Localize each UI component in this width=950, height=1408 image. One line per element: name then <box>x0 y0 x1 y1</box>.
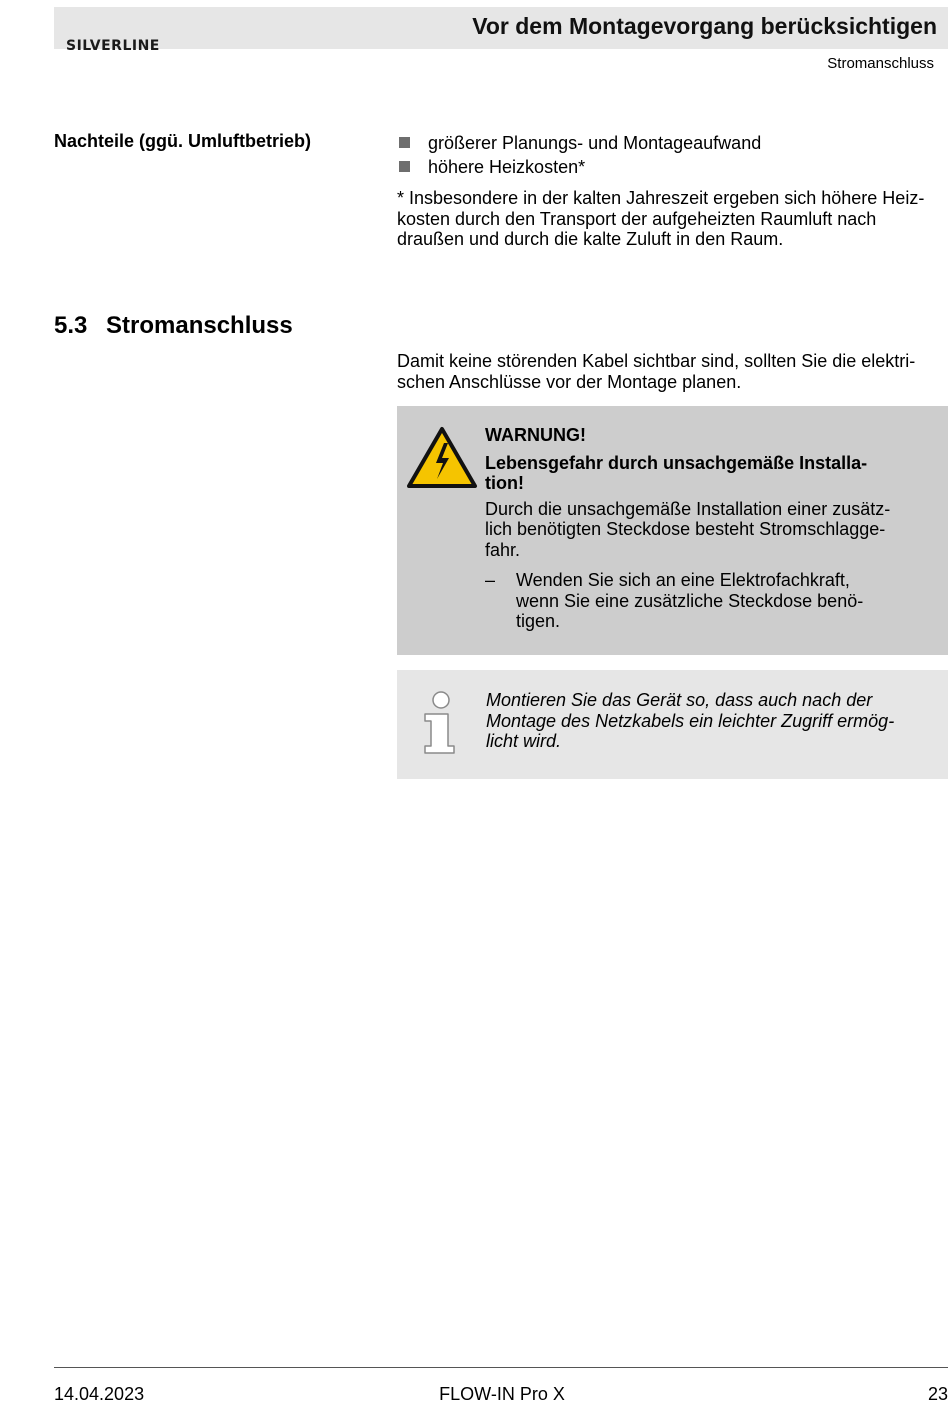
footnote <box>397 188 942 250</box>
warning-heading-line: tion! <box>485 473 524 493</box>
list-item-text: größerer Planungs- und Montageaufwand <box>428 133 762 153</box>
footer-date: 14.04.2023 <box>54 1384 145 1404</box>
warning-step <box>485 570 905 632</box>
section-intro <box>397 351 937 392</box>
footnote-line: * Insbesondere in der kalten Jahreszeit ergeben sich höhere Heiz- <box>397 188 925 208</box>
dash-bullet: – <box>485 570 496 590</box>
brand-logo: SILVERLINE <box>66 38 160 54</box>
warning-heading <box>485 453 905 494</box>
intro-line: schen Anschlüsse vor der Montage planen. <box>397 371 742 392</box>
square-bullet-icon <box>399 161 410 172</box>
section-title: Stromanschluss <box>106 312 293 339</box>
warning-body-line: lich benötigten Steckdose besteht Stromschlagge- <box>485 519 886 539</box>
header-subtitle: Stromanschluss <box>827 55 934 72</box>
warning-content <box>485 425 905 632</box>
list-item-text: höhere Heizkosten* <box>428 157 586 177</box>
info-icon <box>421 690 461 756</box>
section-heading <box>54 312 293 340</box>
disadvantages-label: Nachteile (ggü. Umluftbetrieb) <box>54 131 312 151</box>
warning-body-line: Durch die unsachgemäße Installation einer zusätz- <box>485 498 891 519</box>
warning-box <box>397 406 948 655</box>
list-item <box>397 131 942 155</box>
warning-heading-line: Lebensgefahr durch unsachgemäße Installa- <box>485 452 868 473</box>
warning-body <box>485 499 905 561</box>
info-line: Montieren Sie das Gerät so, dass auch nach der <box>486 690 873 710</box>
page-number: 23 <box>927 1384 948 1404</box>
square-bullet-icon <box>399 137 410 148</box>
header-title: Vor dem Montagevorgang berücksichtigen <box>472 13 937 39</box>
warning-step-line: tigen. <box>516 611 561 631</box>
disadvantages-list <box>397 131 942 179</box>
footer-product: FLOW-IN Pro X <box>439 1384 565 1404</box>
info-box <box>397 670 948 779</box>
info-line: licht wird. <box>486 731 562 751</box>
footer-divider <box>54 1367 948 1368</box>
warning-body-line: fahr. <box>485 539 521 560</box>
electric-hazard-icon <box>406 426 478 490</box>
footnote-line: kosten durch den Transport der aufgeheizten Raumluft nach <box>397 208 877 229</box>
footnote-line: draußen und durch die kalte Zuluft in den Raum. <box>397 229 784 249</box>
info-line: Montage des Netzkabels ein leichter Zugriff ermög- <box>486 710 895 731</box>
warning-title: WARNUNG! <box>485 425 586 445</box>
section-number: 5.3 <box>54 312 88 339</box>
intro-line: Damit keine störenden Kabel sichtbar sind, sollten Sie die elektri- <box>397 351 916 371</box>
warning-step-line: wenn Sie eine zusätzliche Steckdose benö- <box>516 590 864 611</box>
info-text <box>486 690 911 752</box>
warning-step-line: Wenden Sie sich an eine Elektrofachkraft, <box>516 570 850 590</box>
list-item <box>397 155 942 179</box>
